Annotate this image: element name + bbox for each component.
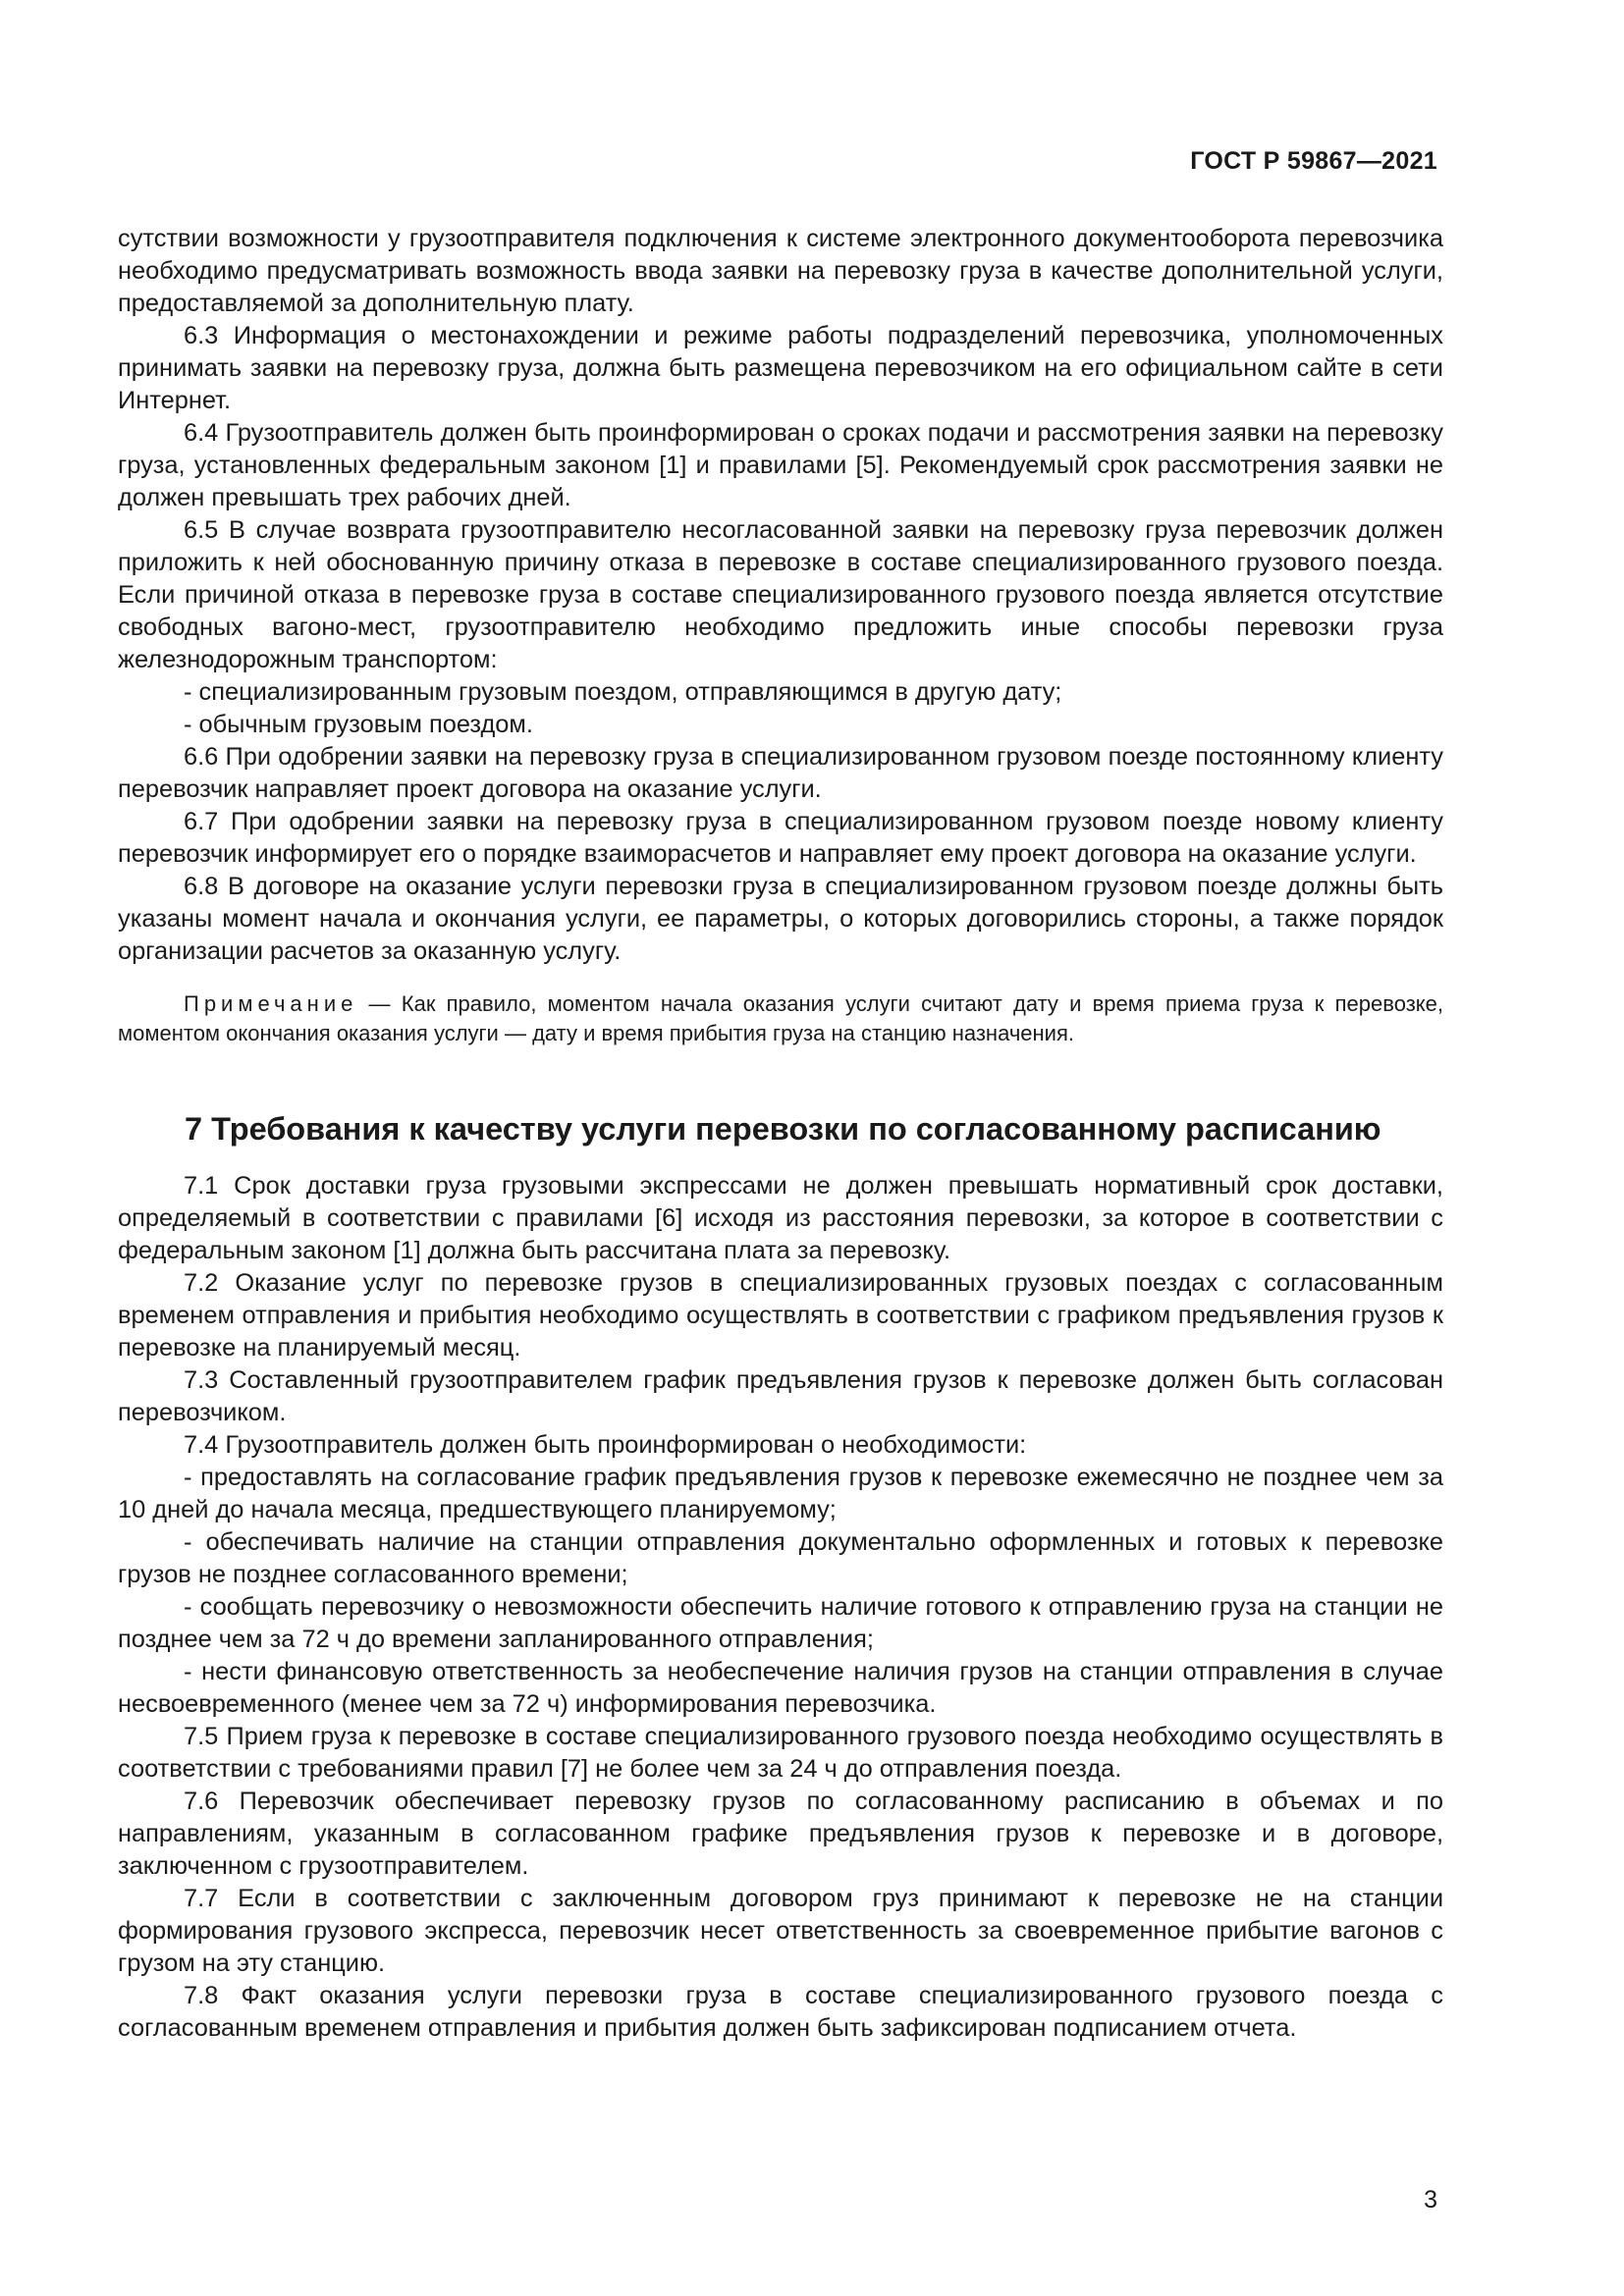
list-item: - обычным грузовым поездом.	[184, 711, 533, 738]
paragraph-7-1: 7.1 Срок доставки груза грузовыми экспрессами не должен превышать нормативный срок доставки, определяемый в соответствии с правилами [6] исходя из расстояния перевозки, за которое в соответствии с федеральным законом [1] должна быть рассчитана плата за перевозку.	[118, 1172, 1443, 1264]
paragraph-6-4: 6.4 Грузоотправитель должен быть проинформирован о сроках подачи и рассмотрения заявки на перевозку груза, установленных федеральным законом [1] и правилами [5]. Рекомендуемый срок рассмотрения заявки не должен превышать трех рабочих дней.	[118, 419, 1443, 511]
paragraph-7-7: 7.7 Если в соответствии с заключенным договором груз принимают к перевозке не на станции формирования грузового экспресса, перевозчик несет ответственность за своевременное прибытие вагонов с грузом на эту станцию.	[118, 1885, 1443, 1977]
paragraph-7-8: 7.8 Факт оказания услуги перевозки груза в составе специализированного грузового поезда с согласованным временем отправления и прибытия должен быть зафиксирован подписанием отчета.	[118, 1982, 1443, 2042]
note-label: Примечание	[184, 991, 358, 1016]
paragraph-6-7: 6.7 При одобрении заявки на перевозку груза в специализированном грузовом поезде новому клиенту перевозчик информирует его о порядке взаиморасчетов и направляет ему проект договора на оказание услуги.	[118, 808, 1443, 868]
paragraph-6-3: 6.3 Информация о местонахождении и режиме работы подразделений перевозчика, уполномоченных принимать заявки на перевозку груза, должна быть размещена перевозчиком на его официальном сайте в сети Интернет.	[118, 322, 1443, 414]
paragraph-7-4: 7.4 Грузоотправитель должен быть проинформирован о необходимости:	[184, 1431, 1027, 1459]
document-body	[118, 223, 1443, 2045]
list-item: - предоставлять на согласование график предъявления грузов к перевозке ежемесячно не позднее чем за 10 дней до начала месяца, предшествующего планируемому;	[118, 1464, 1443, 1523]
paragraph-continuation: сутствии возможности у грузоотправителя подключения к системе электронного документооборота перевозчика необходимо предусматривать возможность ввода заявки на перевозку груза в качестве дополнительной услуги, предоставляемой за дополнительную плату.	[118, 225, 1443, 317]
paragraph-6-5: 6.5 В случае возврата грузоотправителю несогласованной заявки на перевозку груза перевозчик должен приложить к ней обоснованную причину отказа в перевозке в составе специализированного грузового поезда. Если причиной отказа в перевозке груза в составе специализированного грузового поезда является отсутствие свободных вагоно-мест, грузоотправителю необходимо предложить иные способы перевозки груза железнодорожным транспортом:	[118, 516, 1443, 673]
paragraph-7-6: 7.6 Перевозчик обеспечивает перевозку грузов по согласованному расписанию в объемах и по направлениям, указанным в согласованном графике предъявления грузов к перевозке и в договоре, заключенном с грузоотправителем.	[118, 1788, 1443, 1880]
section-7-title: 7 Требования к качеству услуги перевозки по согласованному расписанию	[185, 1111, 1381, 1147]
paragraph-7-2: 7.2 Оказание услуг по перевозке грузов в специализированных грузовых поездах с согласованным временем отправления и прибытия необходимо осуществлять в соответствии с графиком предъявления грузов к перевозке на планируемый месяц.	[118, 1269, 1443, 1362]
paragraph-7-5: 7.5 Прием груза к перевозке в составе специализированного грузового поезда необходимо осуществлять в соответствии с требованиями правил [7] не более чем за 24 ч до отправления поезда.	[118, 1723, 1443, 1783]
paragraph-7-3: 7.3 Составленный грузоотправителем график предъявления грузов к перевозке должен быть согласован перевозчиком.	[118, 1366, 1443, 1426]
page-number: 3	[1424, 2186, 1437, 2214]
paragraph-6-6: 6.6 При одобрении заявки на перевозку груза в специализированном грузовом поезде постоянному клиенту перевозчик направляет проект договора на оказание услуги.	[118, 743, 1443, 803]
list-item: - нести финансовую ответственность за необеспечение наличия грузов на станции отправления в случае несвоевременного (менее чем за 72 ч) информирования перевозчика.	[118, 1658, 1443, 1718]
list-item: - обеспечивать наличие на станции отправления документально оформленных и готовых к перевозке грузов не позднее согласованного времени;	[118, 1528, 1443, 1588]
list-item: - специализированным грузовым поездом, отправляющимся в другую дату;	[184, 678, 1062, 706]
paragraph-6-8: 6.8 В договоре на оказание услуги перевозки груза в специализированном грузовом поезде должны быть указаны момент начала и окончания услуги, ее параметры, о которых договорились стороны, а также порядок организации расчетов за оказанную услугу.	[118, 873, 1443, 965]
list-item: - сообщать перевозчику о невозможности обеспечить наличие готового к отправлению груза на станции не позднее чем за 72 ч до времени запланированного отправления;	[118, 1593, 1443, 1653]
note	[118, 989, 1443, 1048]
note-text: — Как правило, моментом начала оказания услуги считают дату и время приема груза к перевозке, моментом окончания оказания услуги — дату и время прибытия груза на станцию назначения.	[118, 991, 1443, 1045]
document-header-id: ГОСТ Р 59867—2021	[1190, 147, 1437, 175]
